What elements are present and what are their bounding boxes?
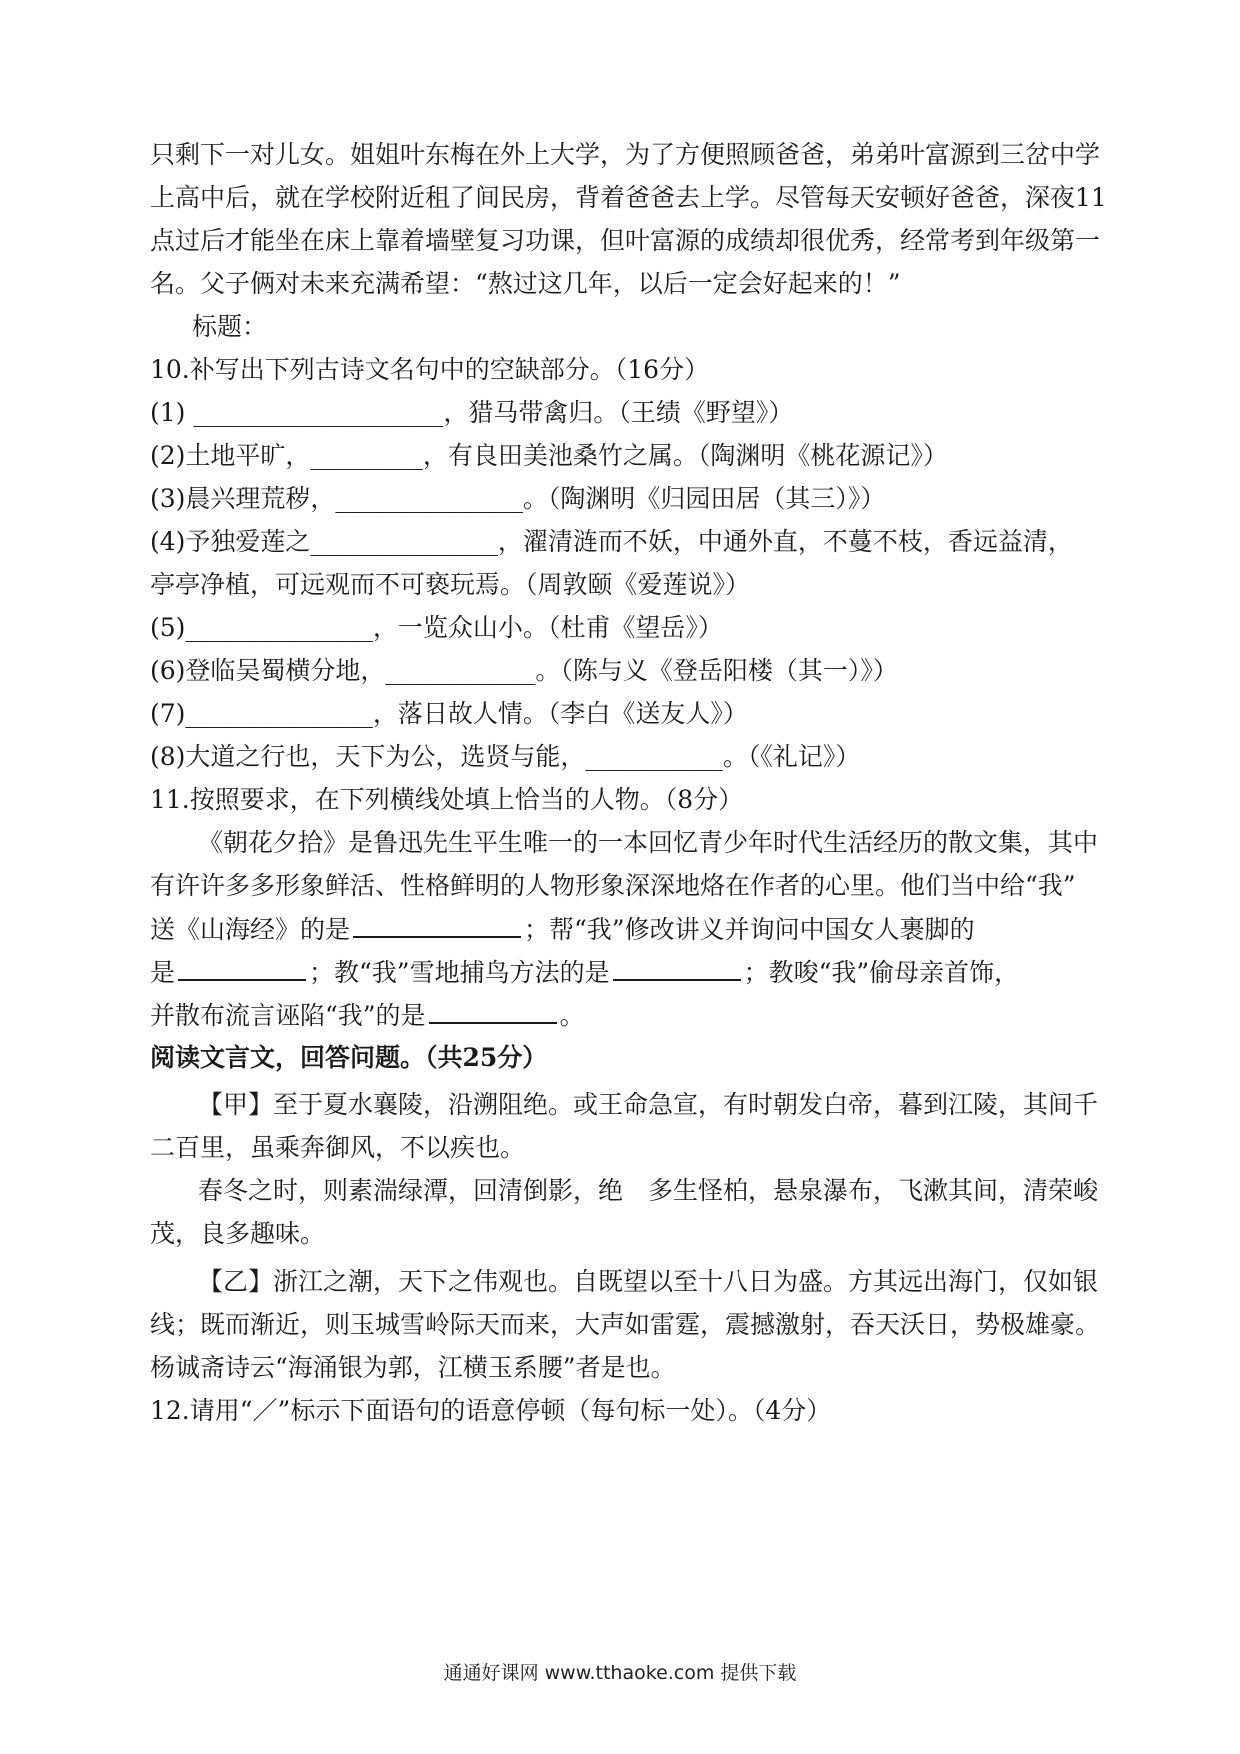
classical-heading: 阅读文言文，回答问题。（共25分） xyxy=(150,1043,548,1072)
q11-text: 是 ；教“我”雪地捕鸟方法的是 ；教唆“我”偷母亲首饰， xyxy=(150,955,1090,990)
classical-text: 茂，良多趣味。 xyxy=(150,1219,326,1248)
answer-blank[interactable]: ____________ xyxy=(385,656,536,685)
answer-blank[interactable] xyxy=(353,912,521,938)
answer-blank[interactable]: _________ xyxy=(310,441,423,470)
answer-blank[interactable] xyxy=(429,998,557,1024)
classical-text: 二百里，虽乘奔御风，不以疾也。 xyxy=(150,1133,526,1162)
q10-item: (4)予独爱莲之_______________，濯清涟而不妖，中通外直，不蔓不枝，香远益清， xyxy=(150,527,1073,556)
passage-line: 名。父子俩对未来充满希望：“熬过这几年，以后一定会好起来的！” xyxy=(150,269,901,298)
answer-blank[interactable] xyxy=(613,955,741,981)
q11-heading: 11.按照要求，在下列横线处填上恰当的人物。（8分） xyxy=(150,785,744,814)
answer-blank[interactable]: _______________ xyxy=(185,613,373,642)
classical-text: 线；既而渐近，则玉城雪岭际天而来，大声如雷霆，震撼激射，吞天沃日，势极雄豪。 xyxy=(150,1310,1101,1339)
q10-item-continuation: 亭亭净植，可远观而不可亵玩焉。（周敦颐《爱莲说》） xyxy=(150,570,751,599)
answer-blank[interactable]: ___________ xyxy=(585,742,723,771)
classical-text: 【乙】浙江之潮，天下之伟观也。自既望以至十八日为盛。方其远出海门，仅如银 xyxy=(198,1267,1099,1296)
answer-blank[interactable] xyxy=(178,955,306,981)
answer-blank[interactable]: _______________ xyxy=(335,484,523,513)
title-label: 标题： xyxy=(192,312,268,341)
page-footer: 通通好课网 www.tthaoke.com 提供下载 xyxy=(443,1662,797,1684)
passage-line: 只剩下一对儿女。姐姐叶东梅在外上大学，为了方便照顾爸爸，弟弟叶富源到三岔中学 xyxy=(150,140,1101,169)
q11-text: 送《山海经》的是 ；帮“我”修改讲义并询问中国女人裹脚的 xyxy=(150,912,1090,947)
answer-blank[interactable]: _______________ xyxy=(185,699,373,728)
answer-blank[interactable]: ____________________ xyxy=(193,398,444,427)
q10-item: (3)晨兴理荒秽，_______________。（陶渊明《归园田居（其三）》） xyxy=(150,484,886,513)
q11-text: 有许许多多形象鲜活、性格鲜明的人物形象深深地烙在作者的心里。他们当中给“我” xyxy=(150,871,1076,900)
q10-item: (2)土地平旷，_________，有良田美池桑竹之属。（陶渊明《桃花源记》） xyxy=(150,441,948,470)
q10-item: (6)登临吴蜀横分地，____________。（陈与义《登岳阳楼（其一）》） xyxy=(150,656,898,685)
passage-line: 上高中后，就在学校附近租了间民房，背着爸爸去上学。尽管每天安顿好爸爸，深夜11 xyxy=(150,183,1107,212)
classical-text: 春冬之时，则素湍绿潭，回清倒影，绝 多生怪柏，悬泉瀑布，飞漱其间，清荣峻 xyxy=(198,1176,1099,1205)
q10-item: (8)大道之行也，天下为公，选贤与能，___________。（《礼记》） xyxy=(150,742,861,771)
passage-line: 点过后才能坐在床上靠着墙壁复习功课，但叶富源的成绩却很优秀，经常考到年级第一 xyxy=(150,226,1101,255)
q10-item: (5)_______________，一览众山小。（杜甫《望岳》） xyxy=(150,613,723,642)
q11-text: 《朝花夕拾》是鲁迅先生平生唯一的一本回忆青少年时代生活经历的散文集，其中 xyxy=(198,828,1099,857)
classical-text: 【甲】至于夏水襄陵，沿溯阻绝。或王命急宣，有时朝发白帝，暮到江陵，其间千 xyxy=(198,1090,1099,1119)
q10-item: (1) ____________________，猎马带禽归。（王绩《野望》） xyxy=(150,398,794,427)
q11-text: 并散布流言诬陷“我”的是 。 xyxy=(150,998,1090,1033)
answer-blank[interactable]: _______________ xyxy=(310,527,498,556)
q10-item: (7)_______________，落日故人情。（李白《送友人》） xyxy=(150,699,748,728)
classical-text: 杨诚斋诗云“海涌银为郭，江横玉系腰”者是也。 xyxy=(150,1353,676,1382)
q10-heading: 10.补写出下列古诗文名句中的空缺部分。（16分） xyxy=(150,355,710,384)
q12-heading: 12.请用“／”标示下面语句的语意停顿（每句标一处）。（4分） xyxy=(150,1396,832,1425)
